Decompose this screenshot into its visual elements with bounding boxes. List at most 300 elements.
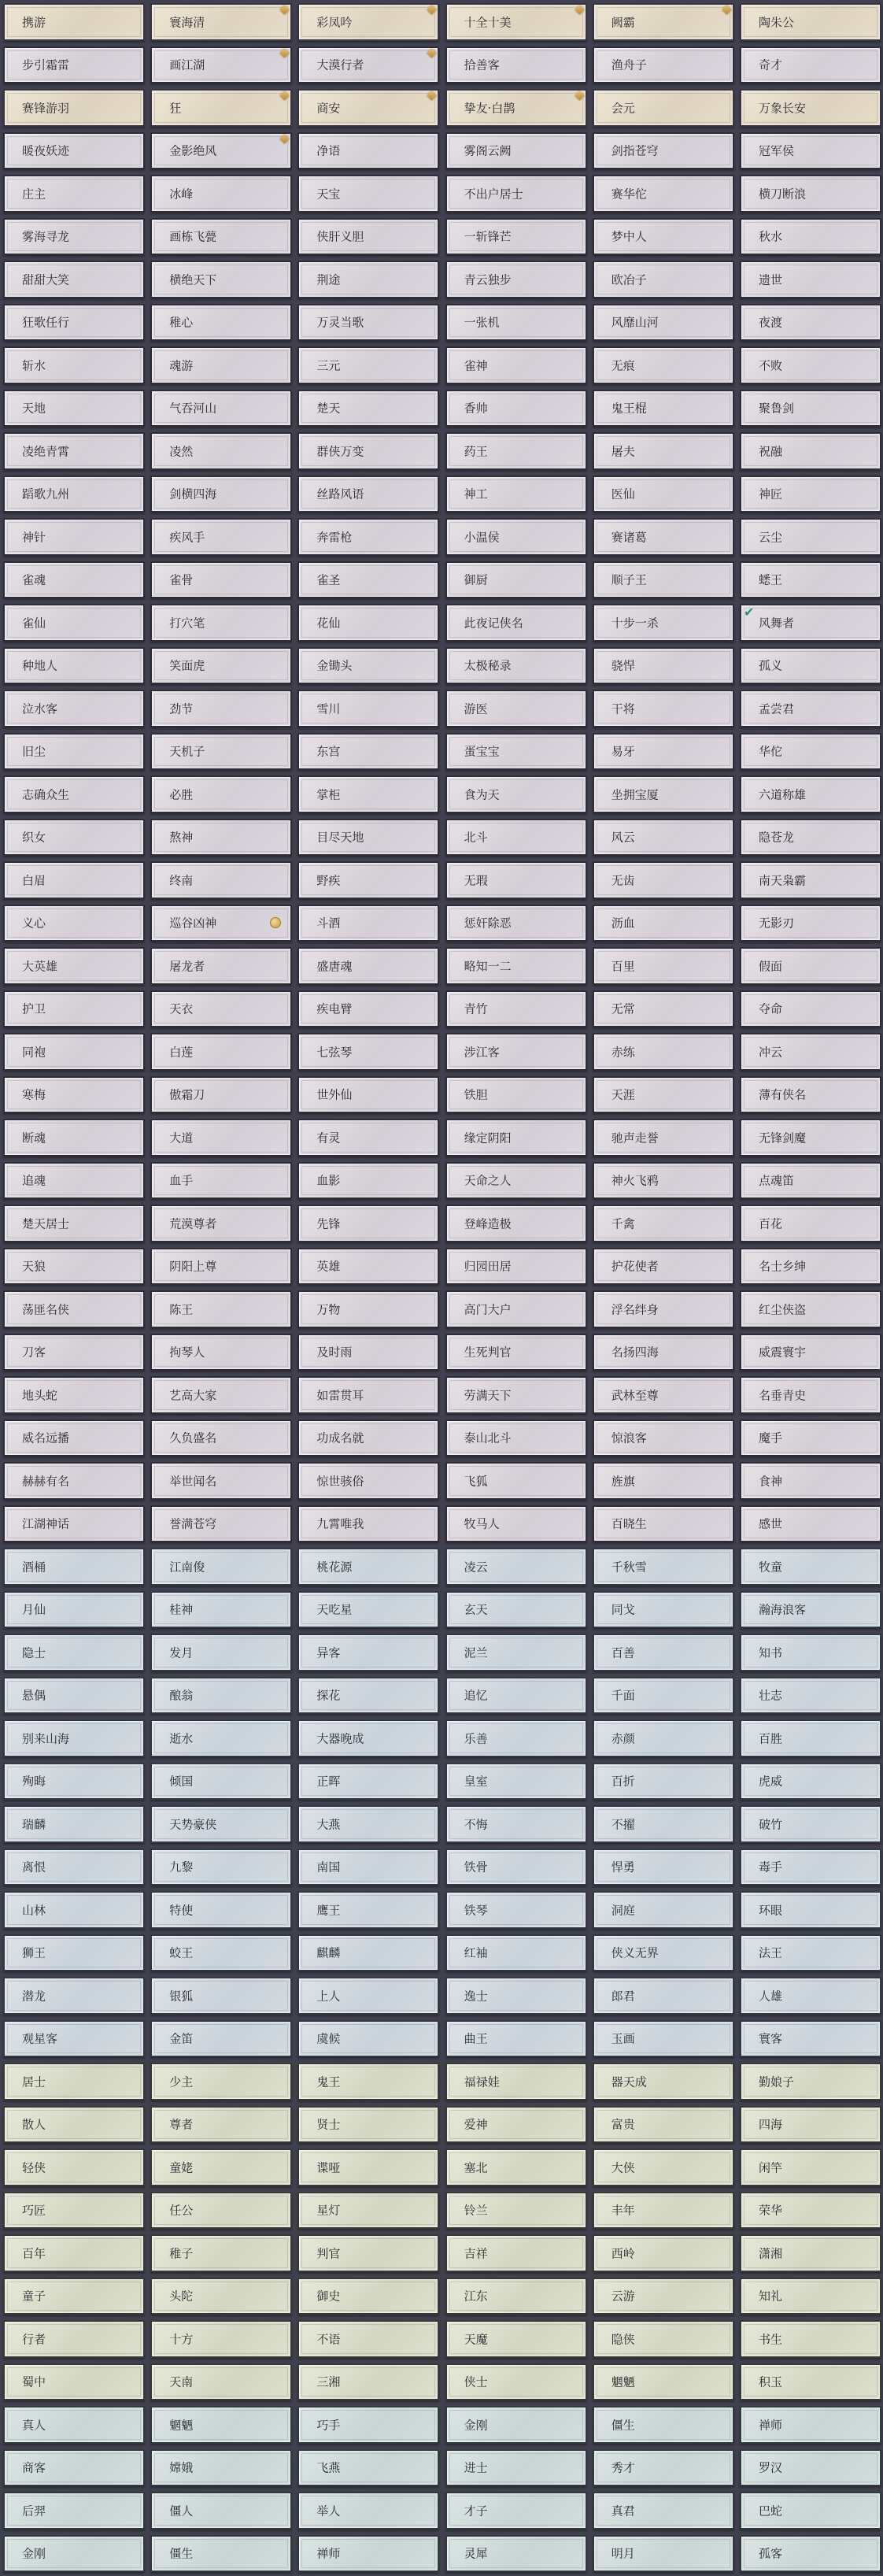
title-card[interactable] xyxy=(297,175,439,213)
title-card[interactable] xyxy=(740,1376,881,1414)
title-card[interactable] xyxy=(3,2020,145,2058)
title-card[interactable] xyxy=(297,2406,439,2444)
title-card[interactable] xyxy=(150,819,292,857)
title-card[interactable] xyxy=(297,3,439,41)
title-card[interactable] xyxy=(593,604,734,642)
title-card[interactable] xyxy=(740,690,881,727)
title-card[interactable] xyxy=(740,2106,881,2144)
title-card[interactable] xyxy=(740,2278,881,2315)
title-card[interactable] xyxy=(297,947,439,985)
title-card[interactable] xyxy=(297,861,439,899)
title-card[interactable] xyxy=(593,1376,734,1414)
title-card[interactable] xyxy=(150,1376,292,1414)
title-card[interactable] xyxy=(740,733,881,771)
title-card[interactable] xyxy=(740,1591,881,1629)
title-card[interactable] xyxy=(740,2020,881,2058)
title-card[interactable] xyxy=(445,2234,587,2272)
title-card[interactable] xyxy=(593,1205,734,1242)
title-card[interactable] xyxy=(3,1334,145,1371)
title-card[interactable] xyxy=(150,1849,292,1886)
title-card[interactable] xyxy=(445,1891,587,1929)
title-card[interactable] xyxy=(445,1419,587,1457)
title-card[interactable] xyxy=(593,2449,734,2487)
title-card[interactable] xyxy=(3,2192,145,2230)
title-card[interactable] xyxy=(150,1934,292,1972)
title-card[interactable] xyxy=(297,2149,439,2186)
title-card[interactable] xyxy=(445,1162,587,1200)
title-card[interactable] xyxy=(445,3,587,41)
title-card[interactable] xyxy=(740,89,881,127)
title-card[interactable] xyxy=(445,733,587,771)
title-card[interactable] xyxy=(150,2106,292,2144)
title-card[interactable] xyxy=(593,1462,734,1500)
title-card[interactable] xyxy=(150,390,292,427)
title-card[interactable] xyxy=(593,1290,734,1328)
title-card[interactable] xyxy=(445,1248,587,1286)
title-card[interactable] xyxy=(593,2406,734,2444)
title-card[interactable] xyxy=(3,1505,145,1543)
title-card[interactable] xyxy=(593,518,734,556)
title-card[interactable] xyxy=(3,1634,145,1671)
title-card[interactable] xyxy=(445,1977,587,2015)
title-card[interactable] xyxy=(3,690,145,727)
title-card[interactable] xyxy=(150,2320,292,2358)
title-card[interactable] xyxy=(3,1290,145,1328)
title-card[interactable] xyxy=(150,175,292,213)
title-card[interactable] xyxy=(3,1891,145,1929)
title-card[interactable] xyxy=(740,1334,881,1371)
title-card[interactable] xyxy=(297,1934,439,1972)
title-card[interactable] xyxy=(3,604,145,642)
title-card[interactable] xyxy=(150,1677,292,1715)
title-card[interactable] xyxy=(297,1290,439,1328)
title-card[interactable] xyxy=(445,2492,587,2530)
title-card[interactable] xyxy=(3,1205,145,1242)
title-card[interactable] xyxy=(445,1290,587,1328)
title-card[interactable] xyxy=(3,733,145,771)
title-card[interactable] xyxy=(445,690,587,727)
title-card[interactable] xyxy=(150,2363,292,2401)
title-card[interactable] xyxy=(297,1162,439,1200)
title-card[interactable] xyxy=(150,647,292,685)
title-card[interactable] xyxy=(593,990,734,1028)
title-card[interactable] xyxy=(150,905,292,942)
title-card[interactable] xyxy=(445,2106,587,2144)
title-card[interactable] xyxy=(593,1849,734,1886)
title-card[interactable] xyxy=(297,690,439,727)
title-card[interactable] xyxy=(150,775,292,813)
title-card[interactable] xyxy=(297,132,439,170)
title-card[interactable] xyxy=(445,2320,587,2358)
title-card[interactable] xyxy=(3,1162,145,1200)
title-card[interactable] xyxy=(297,304,439,342)
title-card[interactable] xyxy=(297,561,439,599)
title-card[interactable] xyxy=(740,1934,881,1972)
title-card[interactable] xyxy=(740,2192,881,2230)
title-card[interactable] xyxy=(593,432,734,470)
title-card[interactable] xyxy=(297,2449,439,2487)
title-card[interactable] xyxy=(445,819,587,857)
title-card[interactable] xyxy=(3,2106,145,2144)
title-card[interactable] xyxy=(445,2535,587,2573)
title-card[interactable] xyxy=(740,947,881,985)
title-card[interactable] xyxy=(297,46,439,84)
title-card[interactable] xyxy=(3,1977,145,2015)
title-card[interactable] xyxy=(445,775,587,813)
title-card[interactable] xyxy=(740,175,881,213)
title-card[interactable] xyxy=(297,1419,439,1457)
title-card[interactable] xyxy=(297,1376,439,1414)
title-card[interactable] xyxy=(150,1505,292,1543)
title-card[interactable] xyxy=(297,1119,439,1157)
title-card[interactable] xyxy=(3,861,145,899)
title-card[interactable] xyxy=(445,2449,587,2487)
title-card[interactable] xyxy=(150,1119,292,1157)
title-card[interactable] xyxy=(740,261,881,298)
title-card[interactable] xyxy=(297,261,439,298)
title-card[interactable] xyxy=(3,1419,145,1457)
title-card[interactable] xyxy=(445,2063,587,2100)
title-card[interactable] xyxy=(150,1591,292,1629)
title-card[interactable] xyxy=(740,2234,881,2272)
title-card[interactable] xyxy=(150,2535,292,2573)
title-card[interactable] xyxy=(150,861,292,899)
title-card[interactable] xyxy=(3,561,145,599)
title-card[interactable] xyxy=(740,1033,881,1071)
title-card[interactable] xyxy=(445,1634,587,1671)
title-card[interactable] xyxy=(3,1805,145,1843)
title-card[interactable] xyxy=(593,690,734,727)
title-card[interactable] xyxy=(740,1205,881,1242)
title-card[interactable] xyxy=(593,1677,734,1715)
title-card[interactable] xyxy=(593,46,734,84)
title-card[interactable] xyxy=(740,3,881,41)
title-card[interactable] xyxy=(740,647,881,685)
title-card[interactable] xyxy=(445,46,587,84)
title-card[interactable] xyxy=(445,2192,587,2230)
title-card[interactable] xyxy=(445,604,587,642)
title-card[interactable] xyxy=(740,1076,881,1114)
title-card[interactable] xyxy=(3,46,145,84)
title-card[interactable] xyxy=(593,1591,734,1629)
title-card[interactable] xyxy=(593,1891,734,1929)
title-card[interactable] xyxy=(445,1076,587,1114)
title-card[interactable] xyxy=(445,2406,587,2444)
title-card[interactable] xyxy=(150,46,292,84)
title-card[interactable] xyxy=(150,2406,292,2444)
title-card[interactable] xyxy=(593,775,734,813)
title-card[interactable] xyxy=(297,1205,439,1242)
title-card[interactable] xyxy=(593,819,734,857)
title-card[interactable] xyxy=(445,947,587,985)
title-card[interactable] xyxy=(740,2492,881,2530)
title-card[interactable] xyxy=(297,1677,439,1715)
title-card[interactable] xyxy=(297,1763,439,1801)
title-card[interactable] xyxy=(150,2020,292,2058)
title-card[interactable] xyxy=(3,947,145,985)
title-card[interactable] xyxy=(593,1162,734,1200)
title-card[interactable] xyxy=(740,346,881,384)
title-card[interactable] xyxy=(593,261,734,298)
title-card[interactable] xyxy=(150,1334,292,1371)
title-card[interactable] xyxy=(297,2320,439,2358)
title-card[interactable] xyxy=(3,218,145,256)
title-card[interactable] xyxy=(740,819,881,857)
title-card[interactable] xyxy=(3,1376,145,1414)
title-card[interactable] xyxy=(150,1977,292,2015)
title-card[interactable] xyxy=(3,304,145,342)
title-card[interactable] xyxy=(445,1505,587,1543)
title-card[interactable] xyxy=(593,218,734,256)
title-card[interactable] xyxy=(3,1934,145,1972)
title-card[interactable] xyxy=(3,775,145,813)
title-card[interactable] xyxy=(445,1376,587,1414)
title-card[interactable] xyxy=(445,218,587,256)
title-card[interactable] xyxy=(740,1849,881,1886)
title-card[interactable] xyxy=(593,861,734,899)
title-card[interactable] xyxy=(150,1248,292,1286)
title-card[interactable] xyxy=(593,1505,734,1543)
title-card[interactable] xyxy=(150,1891,292,1929)
title-card[interactable] xyxy=(445,2278,587,2315)
title-card[interactable] xyxy=(445,304,587,342)
title-card[interactable] xyxy=(740,1677,881,1715)
title-card[interactable] xyxy=(297,1248,439,1286)
title-card[interactable] xyxy=(593,2149,734,2186)
title-card[interactable] xyxy=(740,561,881,599)
title-card[interactable] xyxy=(445,1719,587,1757)
title-card[interactable] xyxy=(740,132,881,170)
title-card[interactable] xyxy=(3,132,145,170)
title-card[interactable] xyxy=(445,1033,587,1071)
title-card[interactable] xyxy=(150,1205,292,1242)
title-card[interactable] xyxy=(150,947,292,985)
title-card[interactable] xyxy=(593,2192,734,2230)
title-card[interactable] xyxy=(593,346,734,384)
title-card[interactable] xyxy=(3,1119,145,1157)
title-card[interactable] xyxy=(593,1977,734,2015)
title-card[interactable] xyxy=(593,1763,734,1801)
title-card[interactable] xyxy=(740,1634,881,1671)
title-card[interactable] xyxy=(740,1805,881,1843)
title-card[interactable] xyxy=(3,476,145,513)
title-card[interactable] xyxy=(297,604,439,642)
title-card[interactable] xyxy=(593,2106,734,2144)
title-card[interactable] xyxy=(3,1591,145,1629)
title-card[interactable] xyxy=(445,346,587,384)
title-card[interactable] xyxy=(740,1763,881,1801)
title-card[interactable] xyxy=(150,2234,292,2272)
title-card[interactable] xyxy=(593,1334,734,1371)
title-card[interactable] xyxy=(445,1849,587,1886)
title-card[interactable] xyxy=(740,304,881,342)
title-card[interactable] xyxy=(3,2449,145,2487)
title-card[interactable] xyxy=(740,775,881,813)
title-card[interactable] xyxy=(593,2234,734,2272)
title-card[interactable] xyxy=(445,1805,587,1843)
title-card[interactable] xyxy=(593,2492,734,2530)
title-card[interactable] xyxy=(3,1719,145,1757)
title-card[interactable] xyxy=(297,518,439,556)
title-card[interactable] xyxy=(445,1934,587,1972)
title-card[interactable] xyxy=(297,733,439,771)
title-card[interactable] xyxy=(740,2063,881,2100)
title-card[interactable] xyxy=(445,2363,587,2401)
title-card[interactable] xyxy=(740,1248,881,1286)
title-card[interactable] xyxy=(150,3,292,41)
title-card[interactable] xyxy=(150,476,292,513)
title-card[interactable] xyxy=(445,132,587,170)
title-card[interactable] xyxy=(740,1719,881,1757)
title-card[interactable] xyxy=(445,1462,587,1500)
title-card[interactable] xyxy=(3,1076,145,1114)
title-card[interactable] xyxy=(593,647,734,685)
title-card[interactable] xyxy=(150,1634,292,1671)
title-card[interactable] xyxy=(740,1119,881,1157)
title-card[interactable] xyxy=(593,2320,734,2358)
title-card[interactable] xyxy=(445,390,587,427)
title-card[interactable] xyxy=(740,1462,881,1500)
title-card[interactable] xyxy=(3,2535,145,2573)
title-card[interactable] xyxy=(150,1419,292,1457)
title-card[interactable] xyxy=(297,2535,439,2573)
title-card[interactable] xyxy=(3,2278,145,2315)
title-card[interactable] xyxy=(3,2063,145,2100)
title-card[interactable] xyxy=(445,518,587,556)
title-card[interactable] xyxy=(150,89,292,127)
title-card[interactable] xyxy=(3,432,145,470)
title-card[interactable] xyxy=(3,1677,145,1715)
title-card[interactable] xyxy=(297,1076,439,1114)
title-card[interactable] xyxy=(297,1505,439,1543)
title-card[interactable] xyxy=(593,1548,734,1586)
title-card[interactable] xyxy=(445,1548,587,1586)
title-card[interactable] xyxy=(740,905,881,942)
title-card[interactable] xyxy=(445,1334,587,1371)
title-card[interactable] xyxy=(593,1248,734,1286)
title-card[interactable] xyxy=(297,390,439,427)
title-card[interactable] xyxy=(445,89,587,127)
title-card[interactable] xyxy=(3,647,145,685)
title-card[interactable] xyxy=(150,1290,292,1328)
title-card[interactable] xyxy=(740,2406,881,2444)
title-card[interactable] xyxy=(3,518,145,556)
title-card[interactable] xyxy=(3,2406,145,2444)
title-card[interactable] xyxy=(3,2234,145,2272)
title-card[interactable] xyxy=(445,175,587,213)
title-card[interactable] xyxy=(297,2020,439,2058)
title-card[interactable] xyxy=(150,218,292,256)
title-card[interactable] xyxy=(150,1162,292,1200)
title-card[interactable] xyxy=(740,390,881,427)
title-card[interactable] xyxy=(297,2363,439,2401)
title-card[interactable] xyxy=(740,2149,881,2186)
title-card[interactable] xyxy=(150,1033,292,1071)
title-card[interactable] xyxy=(593,2363,734,2401)
title-card[interactable] xyxy=(445,561,587,599)
title-card[interactable] xyxy=(740,218,881,256)
title-card[interactable] xyxy=(740,2449,881,2487)
title-card[interactable] xyxy=(297,346,439,384)
title-card[interactable] xyxy=(740,1419,881,1457)
title-card[interactable] xyxy=(297,2278,439,2315)
title-card[interactable] xyxy=(297,2106,439,2144)
title-card[interactable] xyxy=(150,990,292,1028)
title-card[interactable] xyxy=(297,1719,439,1757)
title-card[interactable] xyxy=(150,1805,292,1843)
title-card[interactable] xyxy=(297,1805,439,1843)
title-card[interactable] xyxy=(445,1763,587,1801)
title-card[interactable] xyxy=(445,861,587,899)
title-card[interactable] xyxy=(297,819,439,857)
title-card[interactable] xyxy=(740,861,881,899)
title-card[interactable] xyxy=(740,46,881,84)
title-card[interactable] xyxy=(593,476,734,513)
title-card[interactable] xyxy=(297,1634,439,1671)
title-card[interactable] xyxy=(593,2535,734,2573)
title-card[interactable] xyxy=(3,261,145,298)
title-card[interactable] xyxy=(297,1849,439,1886)
title-card[interactable] xyxy=(297,89,439,127)
title-card[interactable] xyxy=(445,905,587,942)
title-card[interactable] xyxy=(445,1677,587,1715)
title-card[interactable] xyxy=(297,476,439,513)
title-card[interactable] xyxy=(593,304,734,342)
title-card[interactable] xyxy=(3,990,145,1028)
title-card[interactable] xyxy=(740,476,881,513)
title-card[interactable] xyxy=(150,690,292,727)
title-card[interactable] xyxy=(3,1763,145,1801)
title-card[interactable] xyxy=(593,2020,734,2058)
title-card[interactable] xyxy=(297,775,439,813)
title-card[interactable] xyxy=(445,261,587,298)
title-card[interactable] xyxy=(740,1548,881,1586)
title-card[interactable] xyxy=(297,1591,439,1629)
title-card[interactable] xyxy=(150,2149,292,2186)
title-card[interactable] xyxy=(150,561,292,599)
title-card[interactable] xyxy=(297,2234,439,2272)
title-card[interactable] xyxy=(593,1076,734,1114)
title-card[interactable] xyxy=(3,175,145,213)
title-card[interactable] xyxy=(740,432,881,470)
title-card[interactable] xyxy=(150,346,292,384)
title-card[interactable] xyxy=(3,390,145,427)
title-card[interactable] xyxy=(593,733,734,771)
title-card[interactable] xyxy=(740,604,881,642)
title-card[interactable] xyxy=(297,432,439,470)
title-card[interactable] xyxy=(3,1548,145,1586)
title-card[interactable] xyxy=(593,1805,734,1843)
title-card[interactable] xyxy=(297,1977,439,2015)
title-card[interactable] xyxy=(297,2063,439,2100)
title-card[interactable] xyxy=(445,990,587,1028)
title-card[interactable] xyxy=(150,2492,292,2530)
title-card[interactable] xyxy=(445,2149,587,2186)
title-card[interactable] xyxy=(445,647,587,685)
title-card[interactable] xyxy=(593,1419,734,1457)
title-card[interactable] xyxy=(445,1119,587,1157)
title-card[interactable] xyxy=(593,1634,734,1671)
title-card[interactable] xyxy=(740,518,881,556)
title-card[interactable] xyxy=(150,304,292,342)
title-card[interactable] xyxy=(593,2063,734,2100)
title-card[interactable] xyxy=(3,1849,145,1886)
title-card[interactable] xyxy=(150,432,292,470)
title-card[interactable] xyxy=(593,1719,734,1757)
title-card[interactable] xyxy=(150,733,292,771)
title-card[interactable] xyxy=(445,1591,587,1629)
title-card[interactable] xyxy=(150,518,292,556)
